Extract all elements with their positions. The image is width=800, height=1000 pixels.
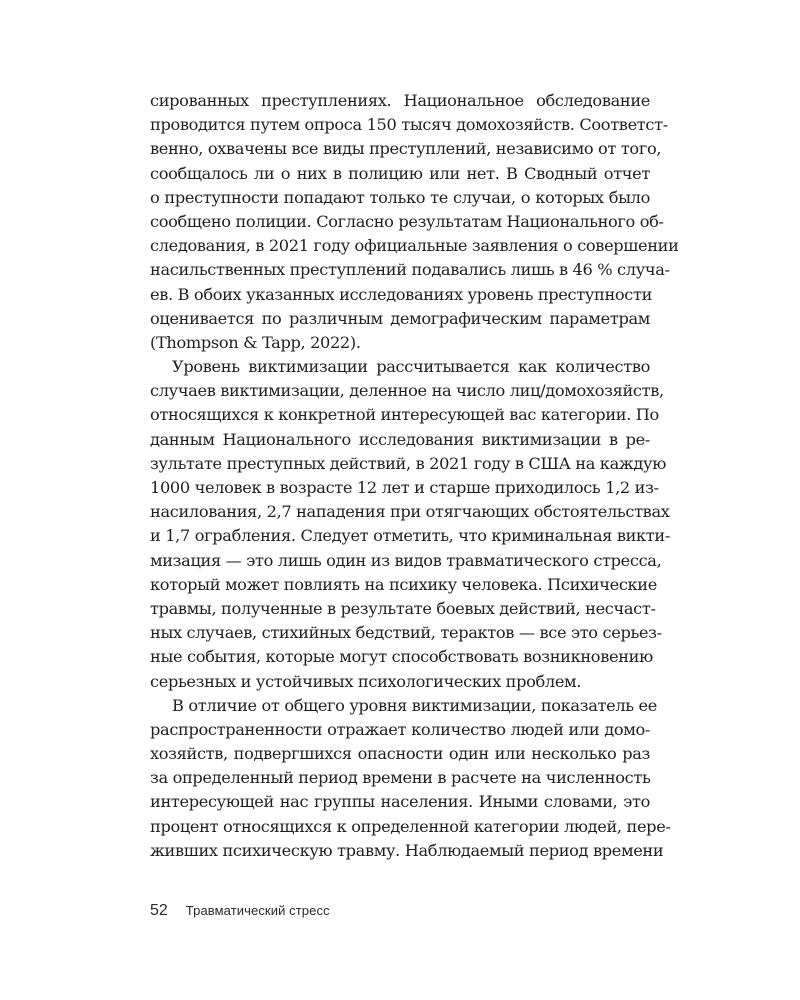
text-line: живших психическую травму. Наблюдаемый период времени: [150, 840, 664, 860]
text-line: сированных преступлениях. Национальное обследование: [150, 91, 650, 110]
text-line: за определенный период времени в расчете на численность: [150, 768, 651, 788]
text-line: сообщено полиции. Согласно результатам Национального об-: [150, 211, 664, 231]
text-line: и 1,7 ограбления. Следует отметить, что криминальная викти-: [150, 526, 670, 546]
text-line: ные события, которые могут способствовать возникновению: [150, 647, 653, 667]
text-line: данным Национального исследования виктимизации в ре-: [150, 429, 650, 449]
text-line: интересующей нас группы населения. Иными словами, это: [150, 792, 650, 812]
text-line: который может повлиять на психику человека. Психические: [150, 574, 657, 594]
page-footer: [150, 902, 330, 926]
text-line: (Thompson & Tapp, 2022).: [150, 332, 361, 352]
paragraph-first-line: В отличие от общего уровня виктимизации, показатель ее: [172, 695, 657, 715]
text-line: относящихся к конкретной интересующей вас категории. По: [150, 405, 659, 425]
text-line: 1000 человек в возрасте 12 лет и старше приходилось 1,2 из-: [150, 478, 659, 497]
text-line: ев. В обоих указанных исследованиях уровень преступности: [150, 284, 653, 304]
text-line: мизация — это лишь один из видов травматического стресса,: [150, 550, 662, 570]
text-line: венно, охвачены все виды преступлений, независимо от того,: [150, 139, 662, 159]
page-number: 52: [150, 902, 168, 919]
text-line: хозяйств, подвергшихся опасности один или несколько раз: [150, 744, 650, 764]
paragraph-first-line: Уровень виктимизации рассчитывается как количество: [172, 357, 650, 377]
text-line: травмы, полученные в результате боевых действий, несчаст-: [150, 598, 656, 618]
text-line: оценивается по различным демографическим параметрам: [150, 308, 650, 328]
text-line: о преступности попадают только те случаи, о которых было: [150, 187, 650, 207]
text-line: насилования, 2,7 нападения при отягчающих обстоятельствах: [150, 502, 670, 522]
body-text: [150, 89, 679, 863]
text-line: распространенности отражает количество людей или домо-: [150, 719, 650, 739]
text-line: насильственных преступлений подавались лишь в 46 % случа-: [150, 260, 670, 280]
running-title: Травматический стресс: [185, 903, 330, 918]
text-line: зультате преступных действий, в 2021 году в США на каждую: [150, 453, 666, 473]
text-line: ных случаев, стихийных бедствий, терактов — все это серьез-: [150, 623, 662, 643]
text-line: проводится путем опроса 150 тысяч домохозяйств. Соответст-: [150, 115, 668, 135]
text-line: сообщалось ли о них в полицию или нет. В Сводный отчет: [150, 163, 650, 183]
text-line: случаев виктимизации, деленное на число лиц/домохозяйств,: [150, 381, 664, 401]
text-line: серьезных и устойчивых психологических проблем.: [150, 671, 582, 691]
text-line: процент относящихся к определенной категории людей, пере-: [150, 816, 671, 836]
text-line: следования, в 2021 году официальные заявления о совершении: [150, 236, 679, 256]
